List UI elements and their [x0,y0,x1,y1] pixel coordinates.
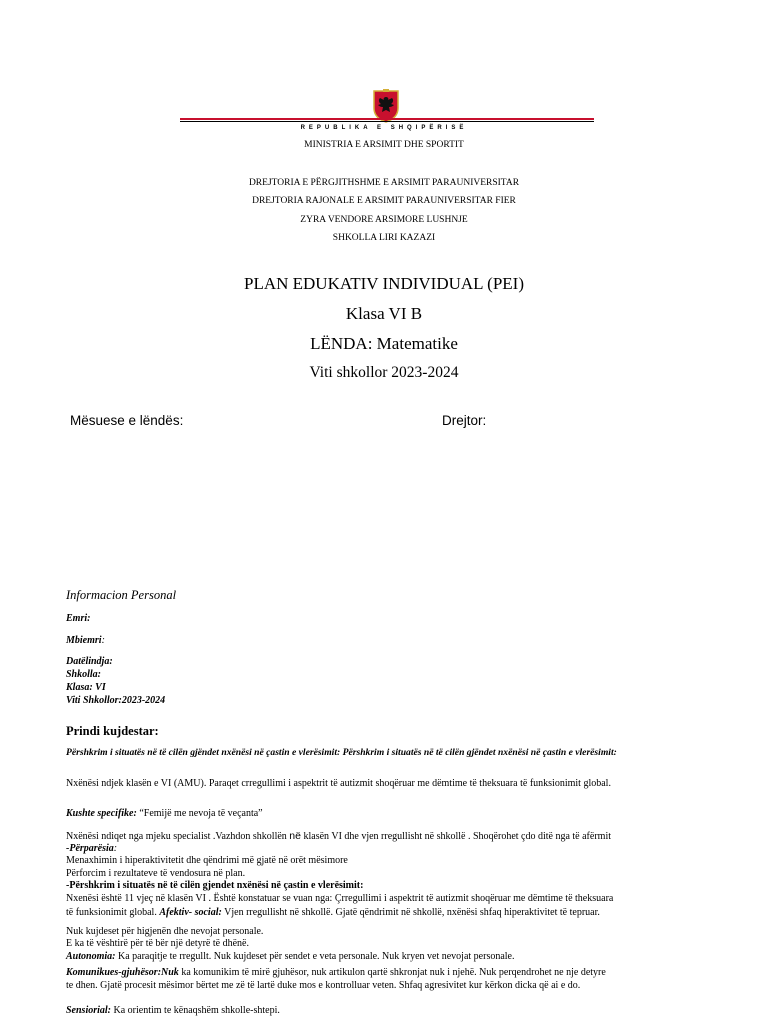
situation2-heading: -Përshkrim i situatës në të cilën gjendet nxënësi në çastin e vlerësimit: [66,880,364,891]
follow-up-text [66,830,611,843]
care-line-2: E ka të vështirë për të bër një detyrë të dhënë. [66,938,249,949]
ministry-line: MINISTRIA E ARSIMIT DHE SPORTIT [304,140,464,150]
class-title: Klasa VI B [345,304,423,323]
follow-up-pre: Nxënësi ndiqet nga mjeku specialist .Vazhdon shkollën [66,831,290,842]
communication-label: Komunikues-gjuhësor:Nuk [66,967,179,978]
field-school: Shkolla: [66,669,102,680]
follow-up-post: klasën VI dhe vjen rregullisht në shkollë . Shoqërohet çdo ditë nga të afërmit [300,831,611,842]
autonomy-label: Autonomia: [66,951,116,962]
subject-title: LËNDA: Matematike [310,334,458,353]
situation2-line-2-pre: të funksionimit global. [66,907,160,918]
communication-text-1: ka komunikim të mirë gjuhësor, nuk artikulon qartë shkronjat nuk i njehë. Nuk perqendrohet ne nje detyre [178,967,606,978]
directorate-general-line: DREJTORIA E PËRGJITHSHME E ARSIMIT PARAUNIVERSITAR [248,178,520,188]
directorate-regional-line: DREJTORIA RAJONALE E ARSIMIT PARAUNIVERSITAR FIER [252,196,516,206]
care-line-1: Nuk kujdeset për higjenën dhe nevojat personale. [66,926,264,937]
priorities-line-1: Menaxhimin i hiperaktivitetit dhe qëndrimi më gjatë në orët mësimore [66,855,348,866]
situation-heading: Përshkrim i situatës në të cilën gjëndet nxënësi në çastin e vlerësimit: Përshkrim i situatës në të cilën gjëndet nxënësi në çastin e vlerësimit: [66,747,617,758]
field-name: Emri: [66,613,91,624]
specific-conditions [66,808,263,820]
follow-up-ne: në [289,830,301,842]
specific-conditions-text: “Femijë me nevoja të veçanta” [136,808,263,819]
republic-caption: REPUBLIKA E SHQIPËRISË [300,125,468,131]
header-black-rule [180,121,594,122]
sensory-line [66,1005,280,1017]
surname-colon: : [101,635,105,646]
field-birthdate: Datëlindja: [66,656,113,667]
personal-info-heading: Informacion Personal [66,588,177,602]
sensory-text: Ka orientim te kënaqshëm shkolle-shtepi. [111,1005,280,1016]
education-office-line: ZYRA VENDORE ARSIMORE LUSHNJE [300,215,468,225]
communication-line-1 [66,967,606,979]
field-surname [66,635,105,647]
priorities-colon: : [113,843,118,854]
director-signature-label: Drejtor: [442,413,487,428]
autonomy-line [66,951,515,963]
field-school-year: Viti Shkollor:2023-2024 [66,695,166,706]
header-red-rule [180,118,594,120]
autonomy-text: Ka paraqitje te rregullt. Nuk kujdeset për sendet e veta personale. Nuk kryen vet nevojat personale. [115,951,515,962]
priorities-line-2: Përforcim i rezultateve të vendosura në plan. [66,868,246,879]
situation2-line-2 [66,907,600,919]
guardian-heading: Prindi kujdestar: [66,724,159,738]
priorities-label-text: -Përparësia [66,843,114,854]
school-line: SHKOLLA LIRI KAZAZI [332,233,436,243]
document-title: PLAN EDUKATIV INDIVIDUAL (PEI) [244,274,524,293]
school-year-title: Viti shkollor 2023-2024 [309,364,459,381]
priorities-label [66,843,117,855]
field-class: Klasa: VI [66,682,106,693]
surname-label: Mbiemri [66,635,102,646]
sensory-label: Sensiorial: [66,1005,112,1016]
specific-conditions-label: Kushte specifike: [66,808,137,819]
situation2-line-2-post: Vjen rregullisht në shkollë. Gjatë qëndrimit në shkollë, nxënësi shfaq hiperaktivitet të tepruar. [221,907,600,918]
communication-line-2: te dhen. Gjatë procesit mësimor bërtet me zë të lartë duke mos e kontrolluar veten. Shfaq agresivitet kur kërkon dicka që ai e do. [66,980,581,991]
teacher-signature-label: Mësuese e lëndës: [70,413,184,428]
situation2-line-1: Nxenësi është 11 vjeç në klasën VI . Është konstatuar se vuan nga: Çrregullimi i aspektrit të autizmit shoqëruar me dëmtime të theksuara [66,893,614,904]
affective-social-label: Afektiv- social: [159,907,222,918]
situation-text: Nxënësi ndjek klasën e VI (AMU). Paraqet crregullimi i aspektrit të autizmit shoqëruar me dëmtime të theksuara të funksionimit global. [66,778,611,789]
